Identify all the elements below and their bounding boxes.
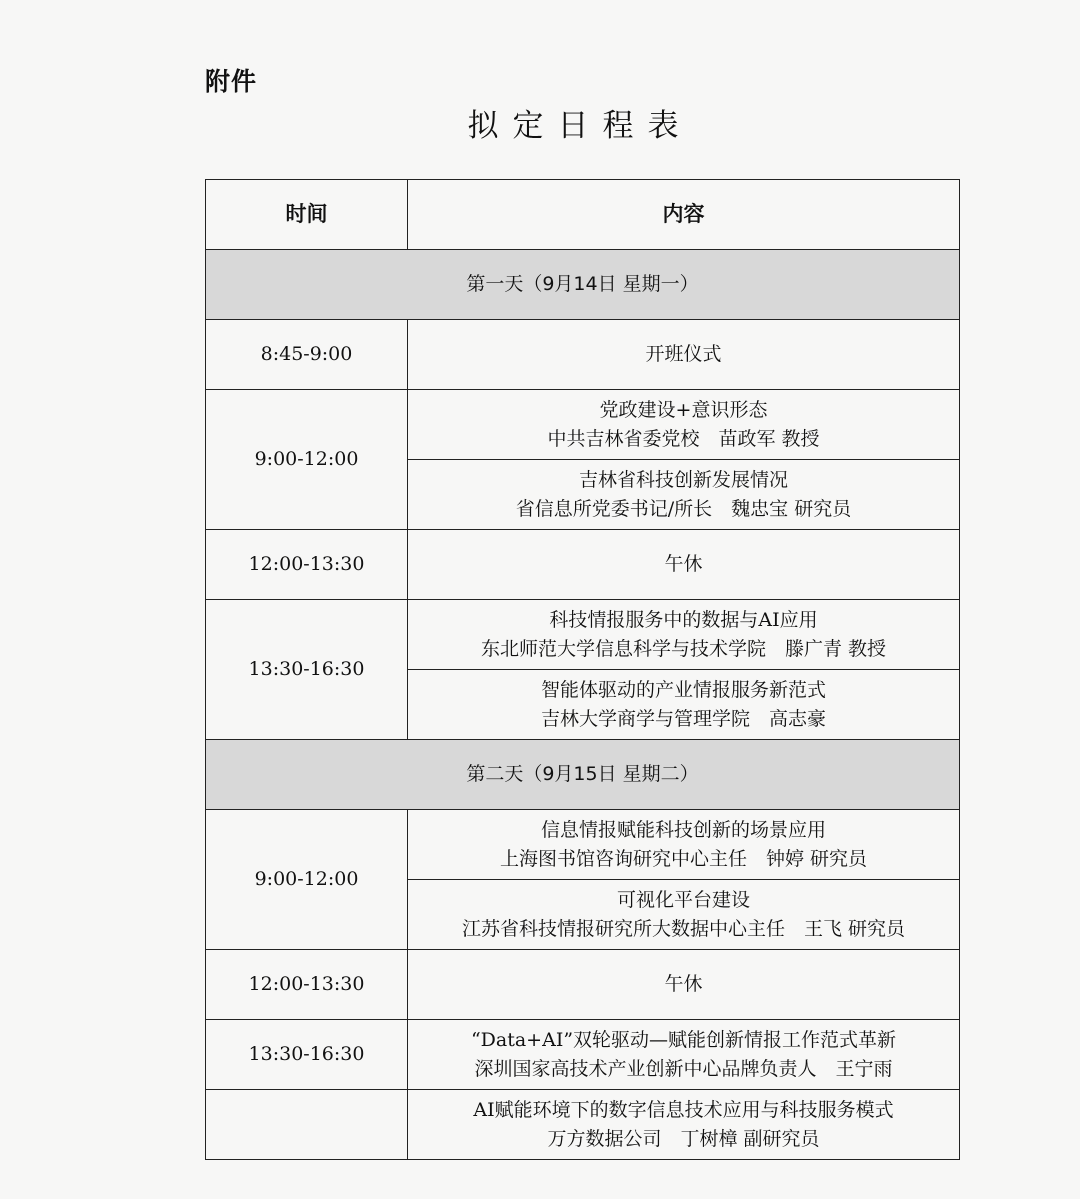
table-header-row: [206, 180, 960, 250]
content-line: 东北师范大学信息科学与技术学院 滕广青 教授: [480, 637, 887, 660]
content-line: 省信息所党委书记/所长 魏忠宝 研究员: [515, 497, 852, 520]
attachment-label: 附件: [205, 67, 258, 96]
day-row: [206, 250, 960, 320]
table-row: [206, 1090, 960, 1160]
table-row: [206, 1020, 960, 1090]
content-line: 江苏省科技情报研究所大数据中心主任 王飞 研究员: [461, 917, 906, 940]
content-cell: [408, 670, 960, 740]
table-row: [206, 320, 960, 390]
content-line: 智能体驱动的产业情报服务新范式: [540, 678, 826, 701]
time-cell: 9:00-12:00: [206, 810, 408, 950]
content-cell: [408, 1020, 960, 1090]
content-line: 开班仪式: [645, 343, 722, 365]
time-cell: [206, 1090, 408, 1160]
header-time: 时间: [206, 180, 408, 250]
time-cell: 13:30-16:30: [206, 1020, 408, 1090]
header-content: 内容: [408, 180, 960, 250]
content-cell: [408, 880, 960, 950]
time-cell: 13:30-16:30: [206, 600, 408, 740]
table-row: [206, 600, 960, 670]
content-line: 吉林省科技创新发展情况: [578, 468, 788, 491]
content-cell: [408, 1090, 960, 1160]
content-cell: [408, 600, 960, 670]
content-line: 万方数据公司 丁树樟 副研究员: [547, 1127, 820, 1150]
table-row: [206, 390, 960, 460]
content-line: 午休: [664, 973, 703, 995]
page-title: 拟定日程表: [467, 108, 693, 144]
content-cell: [408, 320, 960, 390]
content-cell: [408, 390, 960, 460]
content-line: 中共吉林省委党校 苗政军 教授: [547, 427, 820, 450]
table-row: [206, 810, 960, 880]
day-row: [206, 740, 960, 810]
content-line: 深圳国家高技术产业创新中心品牌负责人 王宁雨: [474, 1057, 893, 1080]
content-cell: [408, 460, 960, 530]
table-row: [206, 950, 960, 1020]
content-line: 信息情报赋能科技创新的场景应用: [540, 818, 826, 841]
content-cell: [408, 950, 960, 1020]
content-line: 午休: [664, 553, 703, 575]
table-row: [206, 530, 960, 600]
day-label: 第一天（9月14日 星期一）: [206, 250, 960, 320]
content-line: AI赋能环境下的数字信息技术应用与科技服务模式: [473, 1098, 894, 1121]
content-cell: [408, 530, 960, 600]
content-line: 党政建设+意识形态: [599, 398, 768, 421]
content-line: 科技情报服务中的数据与AI应用: [549, 608, 818, 631]
schedule-table: [205, 179, 960, 1160]
content-line: 可视化平台建设: [616, 888, 750, 911]
content-line: 吉林大学商学与管理学院 高志豪: [540, 707, 826, 730]
time-cell: 9:00-12:00: [206, 390, 408, 530]
day-label: 第二天（9月15日 星期二）: [206, 740, 960, 810]
content-line: 上海图书馆咨询研究中心主任 钟婷 研究员: [499, 847, 868, 870]
content-line: “Data+AI”双轮驱动—赋能创新情报工作范式革新: [470, 1028, 897, 1051]
time-cell: 12:00-13:30: [206, 530, 408, 600]
time-cell: 8:45-9:00: [206, 320, 408, 390]
content-cell: [408, 810, 960, 880]
time-cell: 12:00-13:30: [206, 950, 408, 1020]
